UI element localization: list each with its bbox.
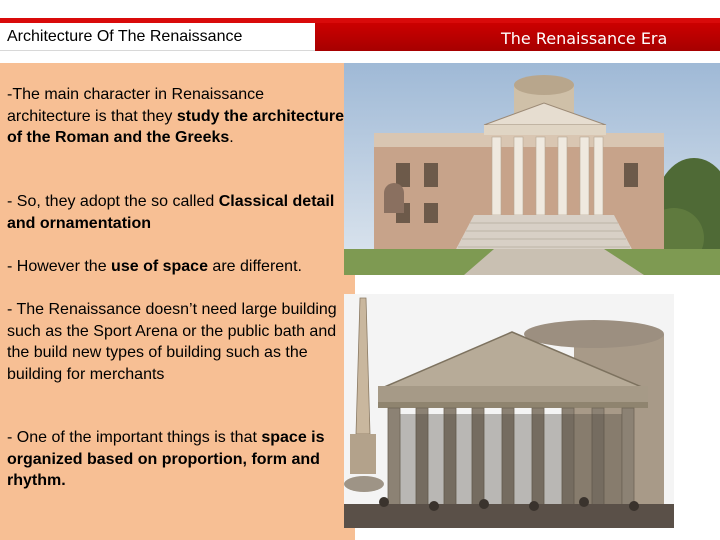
paragraph-classical [7,191,347,234]
era-banner [315,23,720,51]
p4-text: - The Renaissance doesn’t need large building such as the Sport Arena or the public bath and the build new types of building such as the building for merchants [7,301,337,383]
slide-title: Architecture Of The Renaissance [7,28,243,45]
pantheon-photo [344,294,674,528]
p2-bold: Classical detail and ornamentation [7,193,335,232]
p1-bold: study the architecture of the Roman and the Greeks [7,107,345,146]
p1-text: -The main character in Renaissance architecture is that they [7,86,265,125]
title-box [0,23,315,51]
p5-bold: space is organized based on proportion, form and rhythm. [7,429,325,489]
text-panel [0,63,355,540]
paragraph-building-types [7,299,347,385]
p3-text: - However the [7,258,112,275]
p2-text: - So, they adopt the so called [7,193,219,210]
p3-end: are different. [207,258,302,275]
paragraph-space [7,256,347,278]
villa-photo [344,63,720,275]
paragraph-roman-greek [7,84,347,149]
paragraph-proportion [7,427,347,492]
era-label: The Renaissance Era [501,29,668,48]
p5-text: - One of the important things is that [7,429,262,446]
p1-end: . [229,129,234,146]
p3-bold: use of space [111,258,208,275]
